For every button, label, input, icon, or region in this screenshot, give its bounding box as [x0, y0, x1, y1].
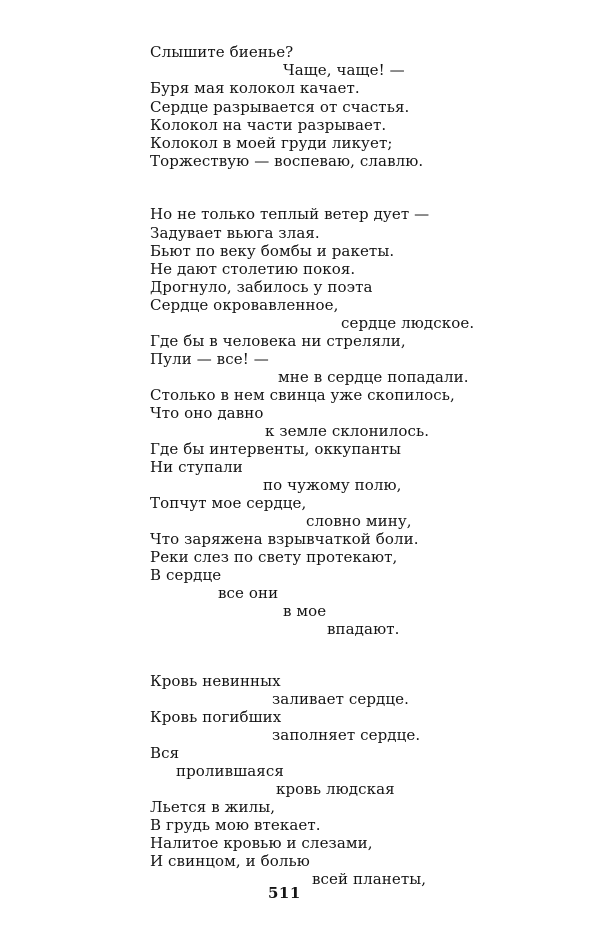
page-number: 511 [268, 884, 301, 902]
poem-line: Чаще, чаще! — [283, 61, 405, 79]
poem-line: Буря мая колокол качает. [150, 79, 360, 97]
poem-line: Кровь погибших [150, 708, 282, 726]
poem-line: Вся [150, 744, 180, 762]
poem-line: Ни ступали [150, 458, 243, 476]
poem-line: Слышите биенье? [150, 43, 294, 61]
poem-line: Топчут мое сердце, [150, 494, 307, 512]
poem-line: В сердце [150, 566, 222, 584]
poem-line: Сердце разрывается от счастья. [150, 98, 410, 116]
poem-line: Столько в нем свинца уже скопилось, [150, 386, 455, 404]
poem-line: Что заряжена взрывчаткой боли. [150, 530, 419, 548]
poem-line: Где бы интервенты, оккупанты [150, 440, 401, 458]
poem-line: Колокол на части разрывает. [150, 116, 387, 134]
poem-line: пролившаяся [176, 762, 284, 780]
poem-line: Реки слез по свету протекают, [150, 548, 398, 566]
poem-line: Что оно давно [150, 404, 264, 422]
poem-line: Колокол в моей груди ликует; [150, 134, 393, 152]
poem-line: заливает сердце. [272, 690, 409, 708]
poem-line: словно мину, [306, 512, 412, 530]
poem-line: все они [218, 584, 279, 602]
poem-line: к земле склонилось. [265, 422, 430, 440]
poem-line: Дрогнуло, забилось у поэта [150, 278, 373, 296]
poem-line: Где бы в человека ни стреляли, [150, 332, 406, 350]
poem-line: Но не только теплый ветер дует — [150, 205, 430, 223]
poem-line: Пули — все! — [150, 350, 269, 368]
poem-line: мне в сердце попадали. [278, 368, 469, 386]
poem-line: кровь людская [276, 780, 395, 798]
poem-line: по чужому полю, [263, 476, 402, 494]
poem-line: Не дают столетию покоя. [150, 260, 356, 278]
poem-line: в мое [283, 602, 327, 620]
poem-line: Торжествую — воспеваю, славлю. [150, 152, 424, 170]
poem-line: Сердце окровавленное, [150, 296, 339, 314]
poem-line: заполняет сердце. [272, 726, 421, 744]
poem-line: всей планеты, [312, 870, 427, 888]
poem-line: И свинцом, и болью [150, 852, 310, 870]
poem-line: Налитое кровью и слезами, [150, 834, 373, 852]
poem-line: Льется в жилы, [150, 798, 276, 816]
poem-line: В грудь мою втекает. [150, 816, 321, 834]
poem-line: Задувает вьюга злая. [150, 224, 320, 242]
poem-line: Бьют по веку бомбы и ракеты. [150, 242, 395, 260]
poem-line: сердце людское. [341, 314, 475, 332]
poem-line: впадают. [327, 620, 400, 638]
poem-line: Кровь невинных [150, 672, 281, 690]
